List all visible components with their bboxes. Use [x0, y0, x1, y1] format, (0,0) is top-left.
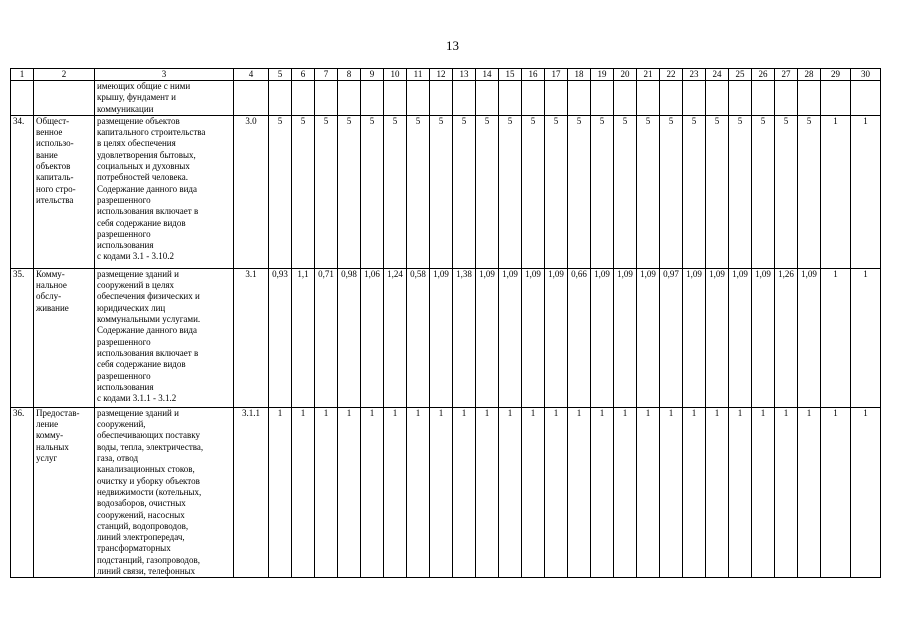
- table-row: [11, 81, 881, 116]
- value-cell: 5: [269, 115, 292, 268]
- column-header: 15: [499, 69, 522, 81]
- column-header: 14: [476, 69, 499, 81]
- column-header: 29: [821, 69, 851, 81]
- value-cell: 1: [361, 407, 384, 577]
- description-cell: имеющих общие с ними крышу, фундамент и коммуникации: [95, 81, 234, 116]
- value-cell: [660, 81, 683, 116]
- value-cell: 1,09: [706, 268, 729, 407]
- column-header: 13: [453, 69, 476, 81]
- value-cell: 1: [851, 115, 881, 268]
- row-index-cell: 35.: [11, 268, 34, 407]
- value-cell: 1: [453, 407, 476, 577]
- value-cell: 1: [775, 407, 798, 577]
- value-cell: [729, 81, 752, 116]
- column-header: 30: [851, 69, 881, 81]
- value-cell: 1,09: [614, 268, 637, 407]
- value-cell: 5: [798, 115, 821, 268]
- value-cell: 1: [430, 407, 453, 577]
- value-cell: 1: [821, 268, 851, 407]
- column-header: 18: [568, 69, 591, 81]
- value-cell: 1: [338, 407, 361, 577]
- column-header: 21: [637, 69, 660, 81]
- value-cell: 1: [545, 407, 568, 577]
- value-cell: [591, 81, 614, 116]
- land-use-name-cell: [34, 81, 95, 116]
- value-cell: [453, 81, 476, 116]
- value-cell: 1: [591, 407, 614, 577]
- column-header: 5: [269, 69, 292, 81]
- value-cell: [384, 81, 407, 116]
- value-cell: [292, 81, 315, 116]
- value-cell: 1,09: [683, 268, 706, 407]
- land-use-name-cell: Комму- нальное обслу- живание: [34, 268, 95, 407]
- code-cell: 3.1: [234, 268, 269, 407]
- value-cell: 1: [798, 407, 821, 577]
- value-cell: 1,09: [729, 268, 752, 407]
- column-header-row: [11, 69, 881, 81]
- value-cell: [269, 81, 292, 116]
- value-cell: [545, 81, 568, 116]
- value-cell: 1: [660, 407, 683, 577]
- value-cell: [683, 81, 706, 116]
- column-header: 25: [729, 69, 752, 81]
- value-cell: 0,58: [407, 268, 430, 407]
- value-cell: [407, 81, 430, 116]
- description-cell: размещение зданий и сооружений, обеспечивающих поставку воды, тепла, электричества, газа, отвод канализационных стоков, очистку и уборку объектов недвижимости (котельных, водозаборов, очистных сооружений, насосных станций, водопроводов, линий электропередач, трансформаторных подстанций, газопроводов, линий связи, телефонных: [95, 407, 234, 577]
- value-cell: 5: [729, 115, 752, 268]
- code-cell: 3.0: [234, 115, 269, 268]
- value-cell: 5: [407, 115, 430, 268]
- value-cell: 1,09: [430, 268, 453, 407]
- column-header: 4: [234, 69, 269, 81]
- value-cell: 5: [614, 115, 637, 268]
- column-header: 9: [361, 69, 384, 81]
- value-cell: [637, 81, 660, 116]
- column-header: 22: [660, 69, 683, 81]
- value-cell: 1: [384, 407, 407, 577]
- description-cell: размещение зданий и сооружений в целях обеспечения физических и юридических лиц коммунальными услугами. Содержание данного вида разрешенного использования включает в себя содержание видов разрешенного использования с кодами 3.1.1 - 3.1.2: [95, 268, 234, 407]
- table-row: [11, 115, 881, 268]
- value-cell: 5: [545, 115, 568, 268]
- page-number: 13: [446, 38, 459, 53]
- column-header: 17: [545, 69, 568, 81]
- value-cell: 1: [292, 407, 315, 577]
- value-cell: [821, 81, 851, 116]
- value-cell: 1: [706, 407, 729, 577]
- value-cell: 1: [407, 407, 430, 577]
- value-cell: 1: [821, 407, 851, 577]
- column-header: 11: [407, 69, 430, 81]
- column-header: 20: [614, 69, 637, 81]
- column-header: 3: [95, 69, 234, 81]
- value-cell: 1,09: [476, 268, 499, 407]
- value-cell: 5: [453, 115, 476, 268]
- value-cell: 1: [752, 407, 775, 577]
- value-cell: 1: [637, 407, 660, 577]
- column-header: 19: [591, 69, 614, 81]
- value-cell: 1,09: [545, 268, 568, 407]
- column-header: 24: [706, 69, 729, 81]
- column-header: 26: [752, 69, 775, 81]
- value-cell: 5: [637, 115, 660, 268]
- value-cell: 1,24: [384, 268, 407, 407]
- value-cell: [798, 81, 821, 116]
- column-header: 27: [775, 69, 798, 81]
- value-cell: 1,1: [292, 268, 315, 407]
- value-cell: 5: [775, 115, 798, 268]
- value-cell: [499, 81, 522, 116]
- value-cell: [706, 81, 729, 116]
- value-cell: 5: [315, 115, 338, 268]
- value-cell: 0,97: [660, 268, 683, 407]
- column-header: 23: [683, 69, 706, 81]
- code-cell: [234, 81, 269, 116]
- column-header: 7: [315, 69, 338, 81]
- value-cell: 1,09: [522, 268, 545, 407]
- column-header: 8: [338, 69, 361, 81]
- value-cell: 1: [568, 407, 591, 577]
- value-cell: 5: [430, 115, 453, 268]
- value-cell: 5: [752, 115, 775, 268]
- value-cell: [315, 81, 338, 116]
- column-header: 28: [798, 69, 821, 81]
- value-cell: 1,09: [591, 268, 614, 407]
- value-cell: 5: [338, 115, 361, 268]
- column-header: 6: [292, 69, 315, 81]
- value-cell: [775, 81, 798, 116]
- column-header: 1: [11, 69, 34, 81]
- value-cell: 1,26: [775, 268, 798, 407]
- value-cell: 1,09: [798, 268, 821, 407]
- value-cell: 5: [499, 115, 522, 268]
- value-cell: 1: [476, 407, 499, 577]
- value-cell: 1,09: [752, 268, 775, 407]
- value-cell: 5: [660, 115, 683, 268]
- value-cell: 1: [499, 407, 522, 577]
- column-header: 2: [34, 69, 95, 81]
- value-cell: 1: [851, 407, 881, 577]
- column-header: 16: [522, 69, 545, 81]
- value-cell: 1: [315, 407, 338, 577]
- value-cell: 5: [683, 115, 706, 268]
- value-cell: [752, 81, 775, 116]
- value-cell: 0,98: [338, 268, 361, 407]
- value-cell: 0,93: [269, 268, 292, 407]
- value-cell: 1,06: [361, 268, 384, 407]
- value-cell: 5: [476, 115, 499, 268]
- value-cell: [338, 81, 361, 116]
- value-cell: 5: [568, 115, 591, 268]
- value-cell: [851, 81, 881, 116]
- value-cell: [614, 81, 637, 116]
- land-use-name-cell: Общест- венное использо- вание объектов капиталь- ного стро- ительства: [34, 115, 95, 268]
- value-cell: 5: [706, 115, 729, 268]
- value-cell: 5: [292, 115, 315, 268]
- value-cell: 1: [851, 268, 881, 407]
- value-cell: 0,66: [568, 268, 591, 407]
- value-cell: [361, 81, 384, 116]
- land-use-table: [10, 68, 881, 578]
- row-index-cell: 34.: [11, 115, 34, 268]
- value-cell: 5: [591, 115, 614, 268]
- value-cell: 5: [384, 115, 407, 268]
- value-cell: 1: [821, 115, 851, 268]
- description-cell: размещение объектов капитального строительства в целях обеспечения удовлетворения бытовых, социальных и духовных потребностей человека. Содержание данного вида разрешенного использования включает в себя содержание видов разрешенного использования с кодами 3.1 - 3.10.2: [95, 115, 234, 268]
- value-cell: 1,38: [453, 268, 476, 407]
- value-cell: 5: [361, 115, 384, 268]
- value-cell: 1: [269, 407, 292, 577]
- value-cell: [568, 81, 591, 116]
- value-cell: 1,09: [499, 268, 522, 407]
- value-cell: 1: [683, 407, 706, 577]
- value-cell: [522, 81, 545, 116]
- table-row: [11, 268, 881, 407]
- code-cell: 3.1.1: [234, 407, 269, 577]
- column-header: 10: [384, 69, 407, 81]
- value-cell: 0,71: [315, 268, 338, 407]
- value-cell: 5: [522, 115, 545, 268]
- value-cell: [430, 81, 453, 116]
- value-cell: 1: [522, 407, 545, 577]
- value-cell: 1,09: [637, 268, 660, 407]
- table-row: [11, 407, 881, 577]
- row-index-cell: [11, 81, 34, 116]
- value-cell: 1: [614, 407, 637, 577]
- value-cell: [476, 81, 499, 116]
- column-header: 12: [430, 69, 453, 81]
- row-index-cell: 36.: [11, 407, 34, 577]
- land-use-name-cell: Предостав- ление комму- нальных услуг: [34, 407, 95, 577]
- value-cell: 1: [729, 407, 752, 577]
